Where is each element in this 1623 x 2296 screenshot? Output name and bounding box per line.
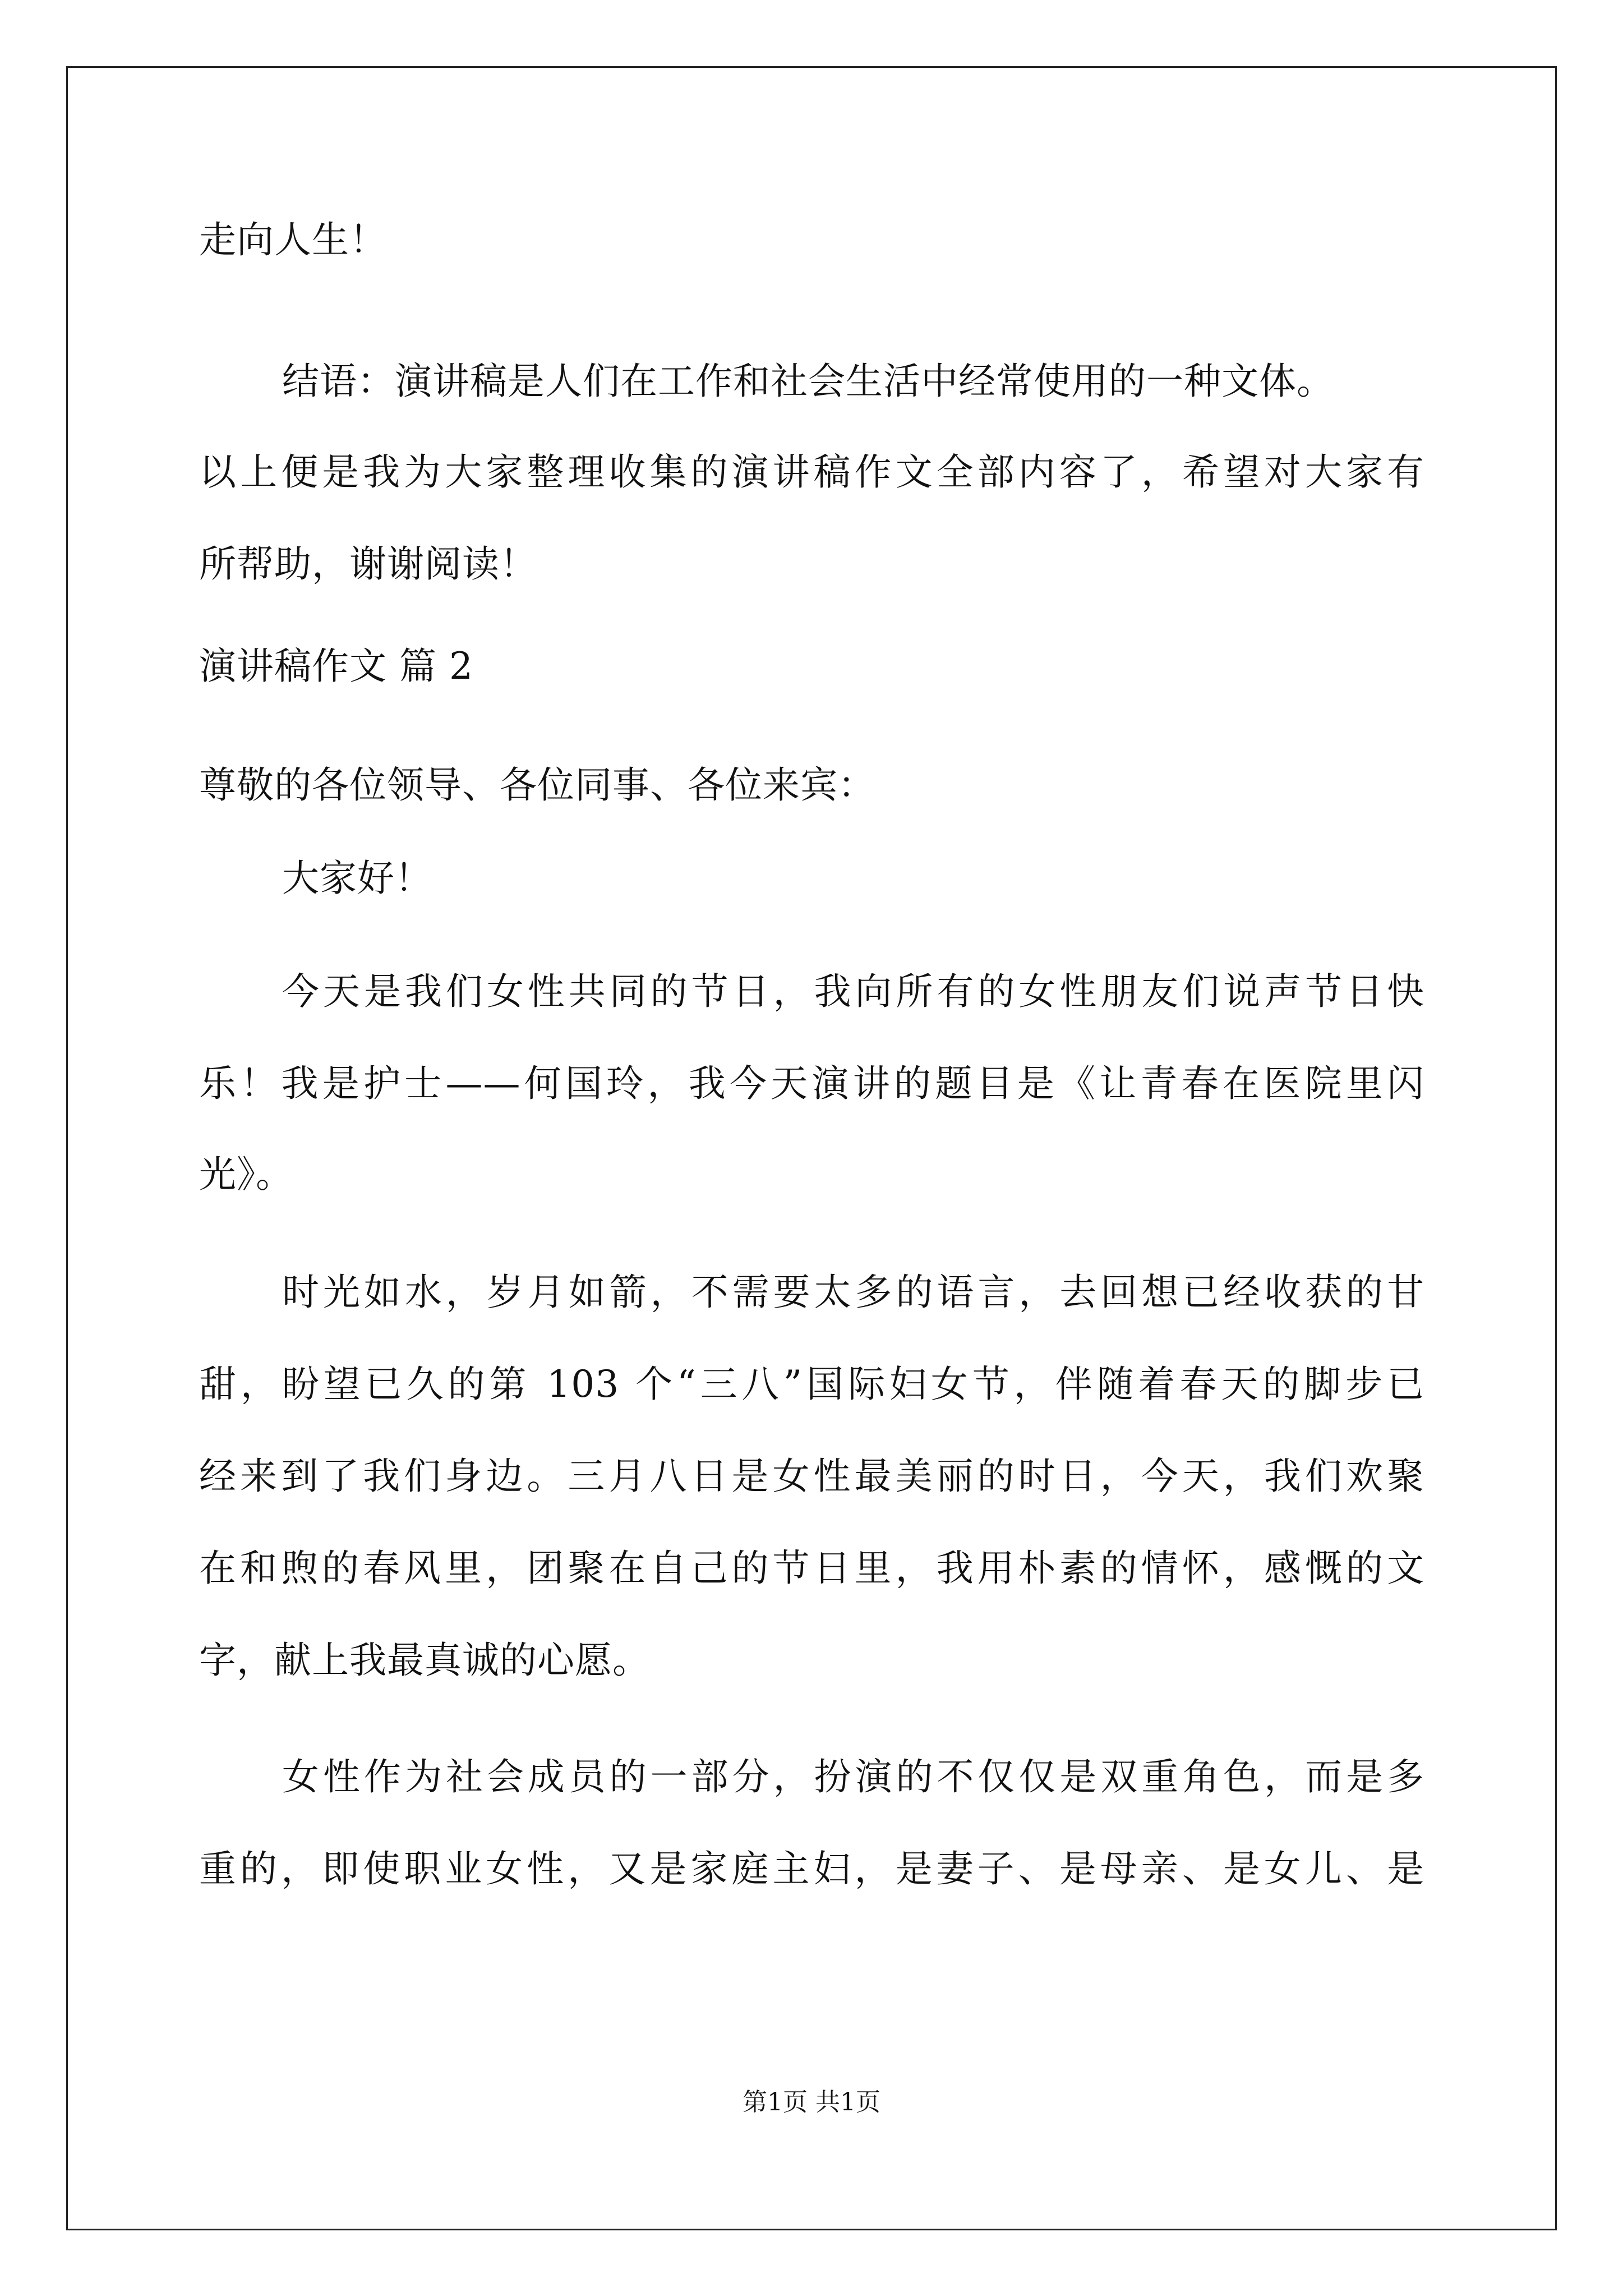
text-line: 女性作为社会成员的一部分，扮演的不仅仅是双重角色，而是多 (282, 1755, 1424, 1798)
text-line: 大家好！ (282, 857, 432, 900)
text-line: 经来到了我们身边。三月八日是女性最美丽的时日，今天，我们欢聚 (199, 1455, 1424, 1498)
text-line: 结语：演讲稿是人们在工作和社会生活中经常使用的一种文体。 (282, 360, 1334, 403)
text-line: 重的，即使职业女性，又是家庭主妇，是妻子、是母亲、是女儿、是 (199, 1847, 1424, 1890)
text-line: 字，献上我最真诚的心愿。 (199, 1639, 650, 1682)
text-line: 在和煦的春风里，团聚在自己的节日里，我用朴素的情怀，感慨的文 (199, 1547, 1424, 1590)
text-line: 走向人生！ (199, 218, 387, 261)
text-line: 乐！我是护士——何国玲，我今天演讲的题目是《让青春在医院里闪 (199, 1062, 1424, 1105)
text-line: 以上便是我为大家整理收集的演讲稿作文全部内容了，希望对大家有 (199, 450, 1424, 494)
text-line: 甜，盼望已久的第 103 个“三八”国际妇女节，伴随着春天的脚步已 (199, 1363, 1424, 1406)
page-number-footer: 第1页 共1页 (743, 2088, 880, 2116)
salutation: 尊敬的各位领导、各位同事、各位来宾： (199, 763, 875, 807)
text-line: 所帮助，谢谢阅读！ (199, 542, 537, 586)
text-line: 光》。 (199, 1153, 293, 1196)
text-line: 时光如水，岁月如箭，不需要太多的语言，去回想已经收获的甘 (282, 1271, 1424, 1314)
text-line: 今天是我们女性共同的节日，我向所有的女性朋友们说声节日快 (282, 970, 1424, 1013)
section-heading: 演讲稿作文 篇 2 (199, 645, 473, 688)
